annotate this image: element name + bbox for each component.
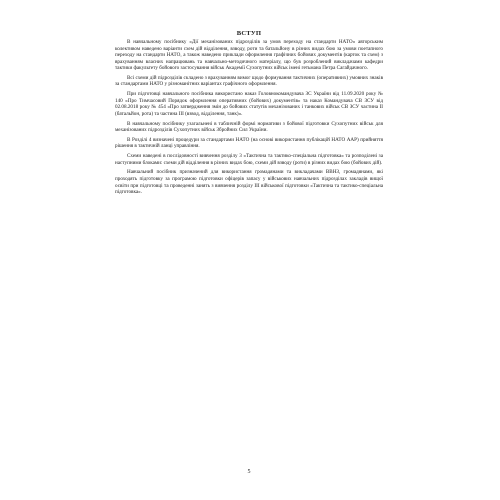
page-number: 5: [247, 469, 251, 475]
intro-paragraph-5: В Розділі 4 визначені процедури за стандартами НАТО (на основі використання публікацій НАТО ААР) прийняття рішення в тактичній ланці управління.: [115, 136, 383, 150]
document-page: [115, 30, 383, 490]
intro-paragraph-2: Всі схеми дій підрозділів складено з врахуванням вимог щодо формування тактичних (оперативних) умовних знаків за стандартами НАТО у різноманітних варіантах графічного оформлення.: [115, 74, 383, 88]
intro-paragraph-7: Навчальний посібник призначений для використання громадянами та викладачами ВВНЗ, громадянами, які проходять підготовку за програмою підготовки офіцерів запасу у військових навчальних підрозділах закладів вищої освіти при підготовці та проведенні занять з вивчення розділу III військової підготовки «Тактична та тактико-спеціальна підготовка».: [115, 169, 383, 196]
intro-paragraph-4: В навчальному посібнику узагальнені в табличній формі нормативи з бойової підготовки Сухопутних військ для механізованих підрозділів Сухопутних військ Збройних Сил України.: [115, 120, 383, 134]
page-title: ВСТУП: [236, 30, 262, 37]
intro-paragraph-3: При підготовці навчального посібника використано наказ Головнокомандувача ЗС України від 11.09.2020 року № 140 «Про Тимчасовий Порядок оформлення оперативних (бойових) документів» та наказ Командувача СВ ЗСУ від 02.08.2018 року № 454 «Про затвердження змін до бойових статутів механізованих і танкових військ СВ ЗСУ частина II (батальйон, рота) та частина III (взвод, відділення, танк)».: [115, 91, 383, 117]
intro-paragraph-1: В навчальному посібнику «Дії механізованих підрозділів за умов переходу на стандарти НАТО» авторським колективом наведено варіанти схем дій відділення, взводу, роти та батальйону в різних видах бою за умови поетапного переходу на стандарти НАТО, а також наведено приклади оформлення графічних бойових документів (карток та схем) з врахуванням власних напрацювань та навчально-методичного матеріалу, що був розроблений викладачами кафедри тактики факультету бойового застосування військ Академії Сухопутних військ імені гетьмана Петра Сагайдачного.: [115, 39, 383, 72]
intro-paragraph-6: Схеми наведені в послідовності вивчення розділу 3 «Тактична та тактико-спеціальна підготовка» та розподілені за наступними блоками: схеми дій відділення в різних видах бою, схеми дій взводу (роти) в різних видах бою (бойових дій).: [115, 153, 383, 166]
